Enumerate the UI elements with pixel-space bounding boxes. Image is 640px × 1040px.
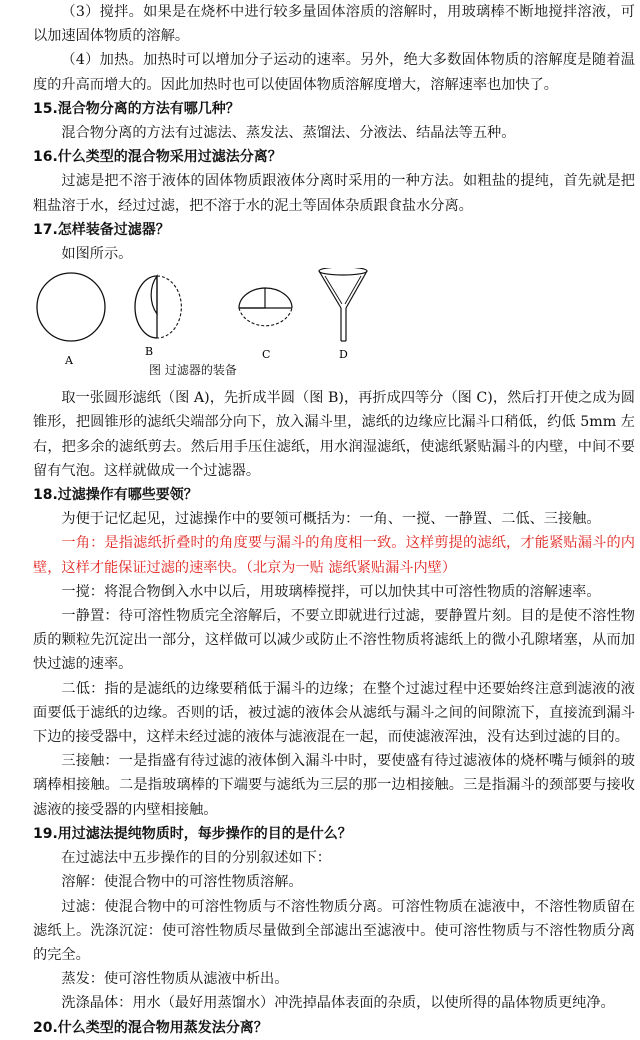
question-19-filter: 过滤：使混合物中的可溶性物质与不溶性物质分离。可溶性物质在滤液中，不溶性物质留在滤纸上。洗涤沉淀：使可溶性物质尽量做到全部滤出至滤液中。使可溶性物质与不溶性物质分离的完全。 bbox=[33, 898, 635, 963]
circle-filter-paper-shape bbox=[37, 273, 105, 341]
figure-label-c: C bbox=[262, 348, 271, 362]
question-18-two-low: 二低：指的是滤纸的边缘要稍低于漏斗的边缘；在整个过滤过程中还要始终注意到滤液的液面要低于滤纸的边缘。否则的话，被过滤的液体会从滤纸与漏斗之间的间隙流下，直接流到漏斗下边的接受器中，这样未经过滤的液体与滤液混在一起，而使滤液浑浊，没有达到过滤的目的。 bbox=[33, 680, 635, 746]
question-18-one-angle: 一角：是指滤纸折叠时的角度要与漏斗的角度相一致。这样剪提的滤纸，才能紧贴漏斗的内壁，这样才能保证过滤的速率快。（北京为一贴 滤纸紧贴漏斗内壁） bbox=[33, 535, 635, 576]
paragraph-heating: （4）加热。加热时可以增加分子运动的速率。另外，绝大多数固体物质的溶解度是随着温度的升高而增大的。因此加热时也可以使固体物质溶解度增大，溶解速率也加快了。 bbox=[33, 52, 635, 93]
question-17-intro: 如图所示。 bbox=[61, 246, 133, 263]
question-18-one-settle: 一静置：待可溶性物质完全溶解后，不要立即就进行过滤，要静置片刻。目的是使不溶性物质的颗粒先沉淀出一部分，这样做可以减少或防止不溶性物质将滤纸上的微小孔隙堵塞，从而加快过滤的速率。 bbox=[33, 608, 635, 673]
question-18-heading: 18.过滤操作有哪些要领？ bbox=[33, 487, 198, 504]
question-19-wash-crystal: 洗涤晶体：用水（最好用蒸馏水）冲洗掉晶体表面的杂质，以使所得的晶体物质更纯净。 bbox=[61, 995, 615, 1012]
question-17-heading: 17.怎样装备过滤器？ bbox=[33, 221, 170, 238]
paragraph-stirring: （3）搅拌。如果是在烧杯中进行较多量固体溶质的溶解时，用玻璃棒不断地搅拌溶液，可以加速固体物质的溶解。 bbox=[33, 4, 635, 45]
half-fold-shape bbox=[151, 276, 157, 314]
figure-caption: 图 过滤器的装备 bbox=[149, 363, 237, 378]
funnel-rim-shape bbox=[319, 268, 367, 275]
figure-label-b: B bbox=[145, 345, 154, 359]
question-16-heading: 16.什么类型的混合物采用过滤法分离？ bbox=[33, 149, 282, 166]
question-18-summary: 为便于记忆起见，过滤操作中的要领可概括为：一角、一搅、一静置、二低、三接触。 bbox=[61, 511, 601, 528]
half-fold-dashed-shape bbox=[157, 276, 181, 338]
question-19-intro: 在过滤法中五步操作的目的分别叙述如下： bbox=[61, 850, 331, 867]
document-page bbox=[33, 0, 635, 1040]
question-19-dissolve: 溶解：使混合物中的可溶性物质溶解。 bbox=[61, 874, 303, 891]
question-19-heading: 19.用过滤法提纯物质时，每步操作的目的是什么？ bbox=[33, 825, 352, 842]
question-20-heading: 20.什么类型的混合物用蒸发法分离？ bbox=[33, 1019, 268, 1036]
question-19-evaporate: 蒸发：使可溶性物质从滤液中析出。 bbox=[61, 971, 289, 988]
figure-label-d: D bbox=[339, 348, 348, 362]
question-15-answer: 混合物分离的方法有过滤法、蒸发法、蒸馏法、分液法、结晶法等五种。 bbox=[61, 125, 516, 142]
quarter-fold-shape bbox=[239, 288, 265, 308]
question-18-one-stir: 一搅：将混合物倒入水中以后，用玻璃棒搅拌，可以加快其中可溶性物质的溶解速率。 bbox=[61, 583, 601, 600]
question-18-three-touch: 三接触：一是指盛有待过滤的液体倒入漏斗中时，要使盛有待过滤液体的烧杯嘴与倾斜的玻璃棒相接触。二是指玻璃棒的下端要与滤纸为三层的那一边相接触。三是指漏斗的颈部要与接收滤液的接受器的内壁相接触。 bbox=[33, 753, 635, 818]
question-17-answer: 取一张圆形滤纸（图 A)，先折成半圆（图 B)，再折成四等分（图 C)，然后打开使之成为圆锥形，把圆锥形的滤纸尖端部分向下，放入漏斗里，滤纸的边缘应比漏斗口稍低，约低 5mm 左右，把多余的滤纸剪去。然后用手压住滤纸，用水润湿滤纸，使滤纸紧贴漏斗的内壁，中间不要留有气泡。这样就做成一个过滤器。 bbox=[33, 390, 635, 479]
question-15-heading: 15.混合物分离的方法有哪几种？ bbox=[33, 100, 240, 117]
filter-folding-diagram bbox=[33, 268, 635, 380]
figure-label-a: A bbox=[65, 354, 73, 368]
question-16-answer: 过滤是把不溶于液体的固体物质跟液体分离时采用的一种方法。如粗盐的提纯，首先就是把粗盐溶于水，经过过滤，把不溶于水的泥土等固体杂质跟食盐水分离。 bbox=[33, 173, 635, 214]
filter-paper-figure bbox=[33, 268, 635, 380]
